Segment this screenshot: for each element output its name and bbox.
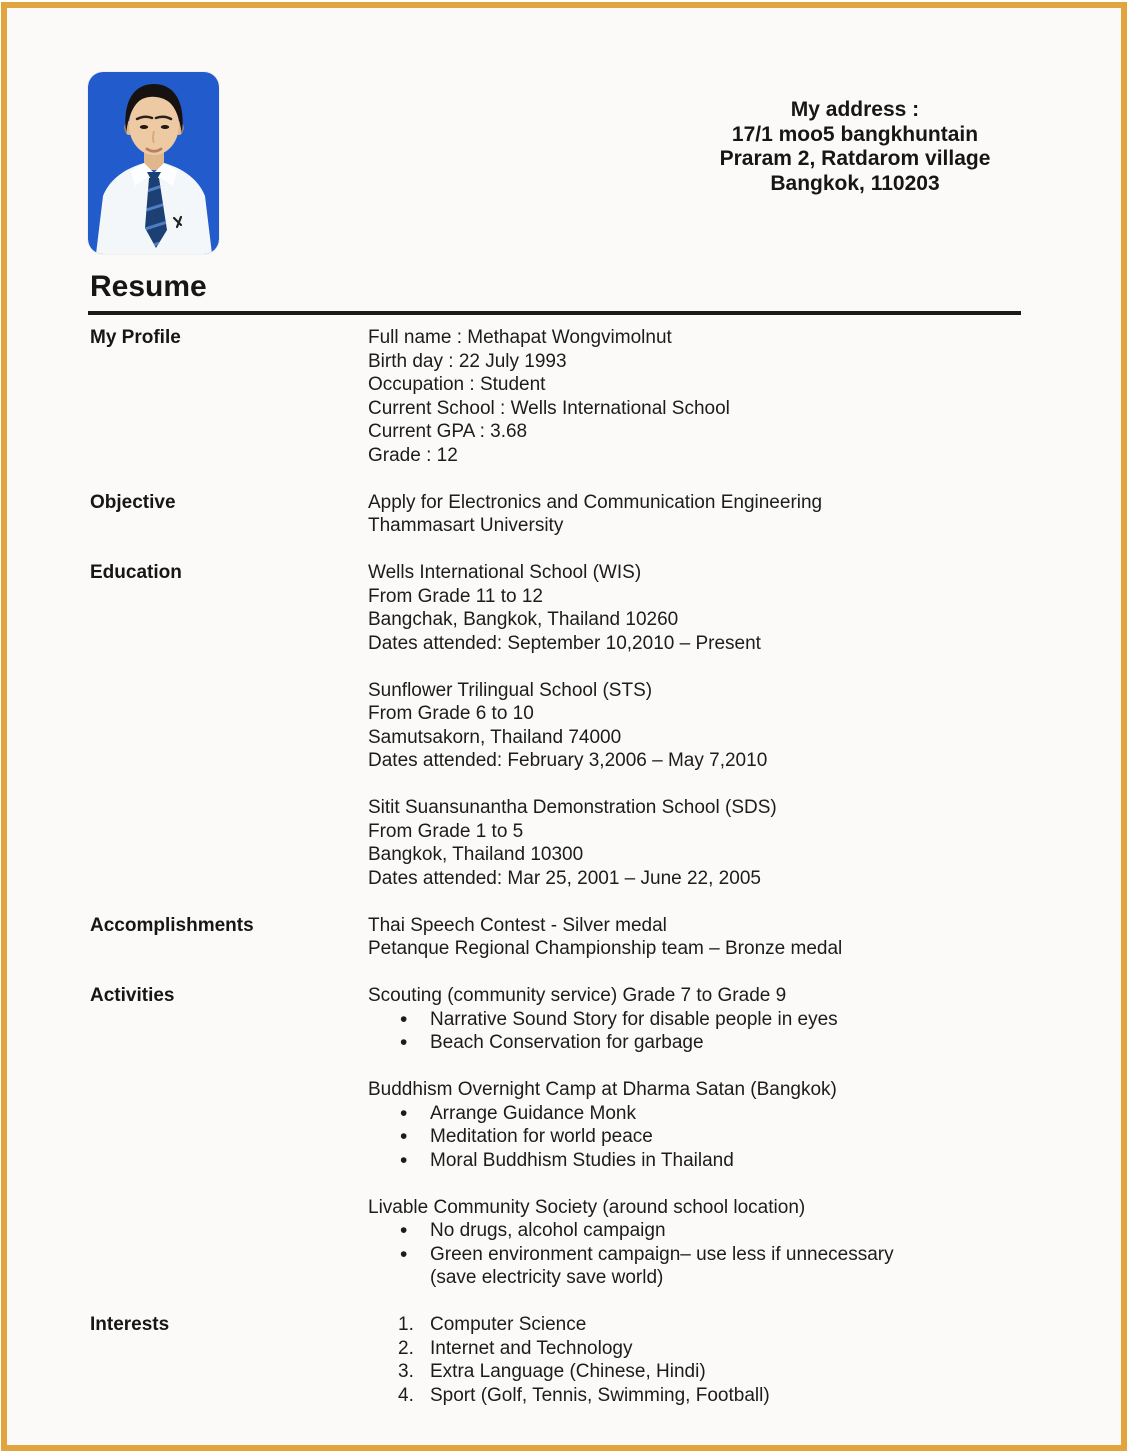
interest-item — [368, 1384, 1050, 1408]
profile-line: Occupation : Student — [368, 374, 546, 395]
interest-number: 1. — [398, 1314, 414, 1335]
objective-line: Apply for Electronics and Communication Engineering — [368, 491, 823, 513]
bullet-item: • Beach Conservation for garbage — [368, 1031, 1050, 1055]
section-label: Accomplishments — [90, 914, 254, 936]
section-activities — [90, 984, 1050, 1290]
objective-content — [368, 491, 1050, 538]
profile-line: Full name : Methapat Wongvimolnut — [368, 327, 672, 348]
interest-number: 3. — [398, 1361, 414, 1382]
interest-item — [368, 1313, 1050, 1337]
education-group — [368, 679, 1050, 773]
activity-intro: Buddhism Overnight Camp at Dharma Satan (Bangkok) — [368, 1079, 837, 1100]
bullet-item: • No drugs, alcohol campaign — [368, 1219, 1050, 1243]
school-name: Sitit Suansunantha Demonstration School (SDS) — [368, 797, 777, 818]
school-grades: From Grade 11 to 12 — [368, 585, 543, 607]
portrait-photo-illustration — [88, 72, 219, 254]
accomplishment-line: Thai Speech Contest - Silver medal — [368, 914, 667, 936]
portrait-photo — [88, 72, 219, 254]
section-label: Activities — [90, 985, 175, 1006]
interest-text: Extra Language (Chinese, Hindi) — [430, 1361, 706, 1382]
section-label: Education — [90, 562, 182, 583]
profile-content — [368, 326, 1050, 467]
objective-line: Thammasart University — [368, 515, 564, 536]
address-line: Praram 2, Ratdarom village — [719, 147, 991, 170]
address-line: Bangkok, 110203 — [770, 171, 940, 195]
resume-page — [1, 2, 1127, 1451]
title-underline — [88, 311, 1021, 315]
section-label: Objective — [90, 491, 176, 513]
activities-content — [368, 984, 1050, 1290]
activity-group — [368, 1078, 1050, 1172]
school-dates: Dates attended: September 10,2010 – Present — [368, 632, 761, 654]
school-name: Wells International School (WIS) — [368, 562, 642, 583]
bullet-item: • Narrative Sound Story for disable people in eyes — [368, 1008, 1050, 1032]
school-grades: From Grade 6 to 10 — [368, 703, 534, 724]
section-accomplishments — [90, 914, 1050, 961]
bullet-item: • Green environment campaign– use less if unnecessary — [368, 1243, 1050, 1267]
address-line: 17/1 moo5 bangkhuntain — [731, 122, 979, 146]
school-dates: Dates attended: February 3,2006 – May 7,2010 — [368, 750, 768, 771]
school-location: Bangchak, Bangkok, Thailand 10260 — [368, 609, 679, 630]
profile-line: Birth day : 22 July 1993 — [368, 350, 567, 372]
interest-text: Sport (Golf, Tennis, Swimming, Football) — [430, 1384, 770, 1406]
interest-item — [368, 1360, 1050, 1384]
profile-line: Grade : 12 — [368, 444, 458, 466]
accomplishments-content — [368, 914, 1050, 961]
school-location: Bangkok, Thailand 10300 — [368, 844, 584, 865]
profile-line: Current School : Wells International School — [368, 397, 730, 419]
school-grades: From Grade 1 to 5 — [368, 820, 524, 842]
section-label: Interests — [90, 1314, 170, 1335]
activity-group — [368, 984, 1050, 1055]
bullet-item-continuation: (save electricity save world) — [430, 1267, 664, 1288]
resume-body — [90, 326, 1050, 1407]
address-block — [650, 98, 1060, 196]
address-title: My address : — [790, 98, 920, 121]
interest-item — [368, 1337, 1050, 1361]
school-name: Sunflower Trilingual School (STS) — [368, 679, 653, 701]
school-location: Samutsakorn, Thailand 74000 — [368, 726, 622, 748]
accomplishment-line: Petanque Regional Championship team – Bronze medal — [368, 938, 843, 959]
bullet-item: • Moral Buddhism Studies in Thailand — [368, 1149, 1050, 1173]
section-label: My Profile — [90, 327, 181, 348]
bullet-item: • Arrange Guidance Monk — [368, 1102, 1050, 1126]
interest-number: 2. — [398, 1337, 414, 1359]
section-objective — [90, 491, 1050, 538]
activity-intro: Scouting (community service) Grade 7 to Grade 9 — [368, 985, 787, 1006]
profile-line: Current GPA : 3.68 — [368, 421, 528, 442]
section-profile — [90, 326, 1050, 467]
school-dates: Dates attended: Mar 25, 2001 – June 22, 2005 — [368, 867, 761, 889]
education-group — [368, 796, 1050, 890]
interest-text: Computer Science — [430, 1314, 587, 1335]
section-interests — [90, 1313, 1050, 1407]
section-education — [90, 561, 1050, 890]
interest-text: Internet and Technology — [430, 1337, 633, 1359]
bullet-item: • Meditation for world peace — [368, 1125, 1050, 1149]
activity-intro: Livable Community Society (around school location) — [368, 1196, 806, 1218]
education-group — [368, 561, 1050, 655]
interest-number: 4. — [398, 1384, 414, 1406]
page-title: Resume — [90, 270, 207, 303]
education-content — [368, 561, 1050, 890]
activity-group — [368, 1196, 1050, 1290]
interests-content — [368, 1313, 1050, 1407]
